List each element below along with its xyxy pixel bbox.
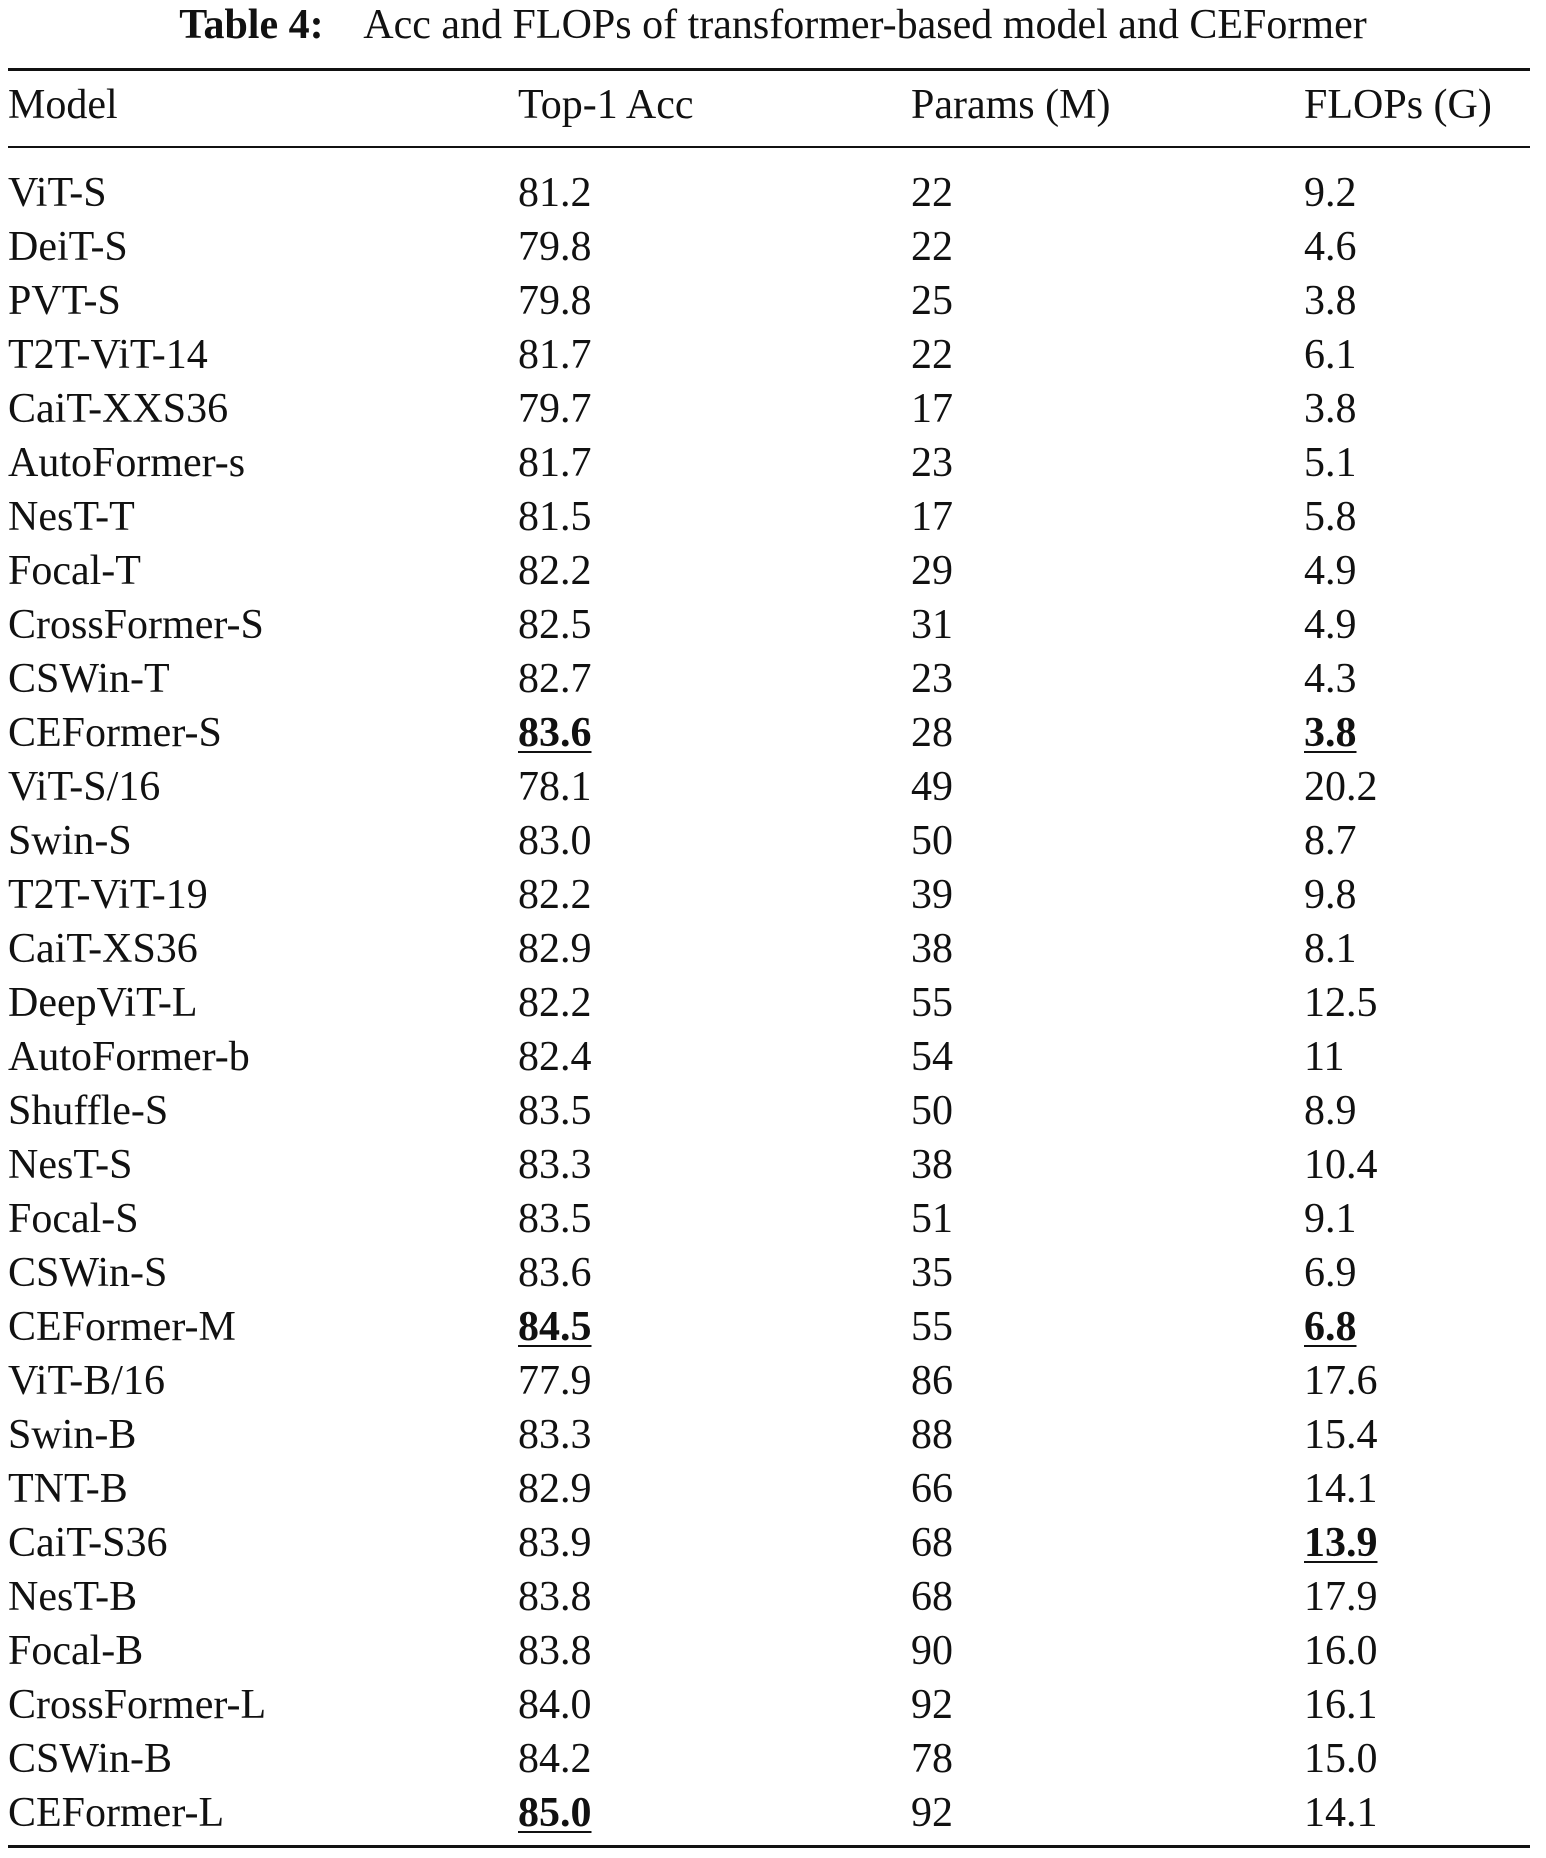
params-cell: 92 [911,1790,953,1836]
table-row [8,814,1530,868]
flops-cell [1304,1300,1530,1354]
best-value: 85.0 [518,1790,592,1836]
model-cell: ViT-S/16 [8,764,161,810]
top1-acc-cell: 83.5 [518,1196,592,1242]
params-cell: 28 [911,710,953,756]
flops-cell: 3.8 [1304,386,1357,432]
flops-cell: 4.3 [1304,656,1357,702]
model-cell: AutoFormer-b [8,1034,250,1080]
model-cell: CSWin-T [8,656,170,702]
flops-cell: 9.8 [1304,872,1357,918]
table-row [8,1786,1530,1840]
params-cell: 66 [911,1466,953,1512]
model-cell: CaiT-XS36 [8,926,198,972]
table-row [8,1678,1530,1732]
top-rule [8,68,1530,71]
model-cell: CSWin-S [8,1250,168,1296]
flops-cell: 6.9 [1304,1250,1357,1296]
model-cell: AutoFormer-s [8,440,246,486]
params-cell: 54 [911,1034,953,1080]
table-row [8,544,1530,598]
model-cell: T2T-ViT-19 [8,872,208,918]
flops-cell: 5.8 [1304,494,1357,540]
params-cell: 23 [911,440,953,486]
top1-acc-cell: 77.9 [518,1358,592,1404]
model-cell: ViT-S [8,170,107,216]
model-cell: CrossFormer-S [8,602,264,648]
params-cell: 92 [911,1682,953,1728]
top1-acc-cell: 82.2 [518,548,592,594]
table-row [8,760,1530,814]
table-header [8,74,1530,136]
model-cell: ViT-B/16 [8,1358,165,1404]
model-cell: Swin-B [8,1412,137,1458]
model-cell: CEFormer-L [8,1790,225,1836]
top1-acc-cell: 79.8 [518,224,592,270]
flops-cell: 17.9 [1304,1574,1378,1620]
flops-cell: 8.7 [1304,818,1357,864]
top1-acc-cell: 84.2 [518,1736,592,1782]
top1-acc-cell [518,1300,911,1354]
table-row [8,1300,1530,1354]
top1-acc-cell: 81.7 [518,440,592,486]
flops-cell: 14.1 [1304,1790,1378,1836]
params-cell: 25 [911,278,953,324]
params-cell: 29 [911,548,953,594]
model-cell: Focal-S [8,1196,139,1242]
table-row [8,1030,1530,1084]
flops-cell: 20.2 [1304,764,1378,810]
params-cell: 39 [911,872,953,918]
flops-cell: 15.0 [1304,1736,1378,1782]
model-cell: NesT-B [8,1574,138,1620]
flops-cell: 16.1 [1304,1682,1378,1728]
flops-cell: 16.0 [1304,1628,1378,1674]
top1-acc-cell: 82.5 [518,602,592,648]
model-cell: CSWin-B [8,1736,173,1782]
model-cell: CEFormer-S [8,710,222,756]
column-header-model: Model [8,82,118,128]
params-cell: 35 [911,1250,953,1296]
top1-acc-cell: 84.0 [518,1682,592,1728]
flops-cell [1304,1516,1530,1570]
table-caption [0,0,1546,50]
flops-cell: 4.9 [1304,602,1357,648]
header-rule [8,146,1530,148]
table-caption-spacer [334,2,355,48]
table-row [8,1192,1530,1246]
params-cell: 38 [911,926,953,972]
column-header-flops: FLOPs (G) [1304,82,1492,128]
table-row [8,1516,1530,1570]
params-cell: 51 [911,1196,953,1242]
model-cell: PVT-S [8,278,121,324]
table-row [8,1408,1530,1462]
top1-acc-cell: 83.9 [518,1520,592,1566]
table-row [8,598,1530,652]
top1-acc-cell: 83.5 [518,1088,592,1134]
model-cell: Focal-B [8,1628,144,1674]
top1-acc-cell: 83.0 [518,818,592,864]
flops-cell: 4.6 [1304,224,1357,270]
top1-acc-cell: 82.2 [518,872,592,918]
best-value: 84.5 [518,1304,592,1350]
column-header-params: Params (M) [911,82,1111,128]
table-row [8,1354,1530,1408]
params-cell: 49 [911,764,953,810]
top1-acc-cell: 79.7 [518,386,592,432]
params-cell: 22 [911,224,953,270]
params-cell: 88 [911,1412,953,1458]
flops-cell: 4.9 [1304,548,1357,594]
top1-acc-cell: 78.1 [518,764,592,810]
params-cell: 68 [911,1574,953,1620]
table-row [8,490,1530,544]
params-cell: 17 [911,386,953,432]
flops-cell: 6.1 [1304,332,1357,378]
model-cell: NesT-T [8,494,135,540]
top1-acc-cell: 83.3 [518,1412,592,1458]
flops-cell: 8.1 [1304,926,1357,972]
params-cell: 22 [911,170,953,216]
top1-acc-cell: 79.8 [518,278,592,324]
table-row [8,274,1530,328]
top1-acc-cell: 81.7 [518,332,592,378]
flops-cell: 15.4 [1304,1412,1378,1458]
params-cell: 55 [911,980,953,1026]
table-caption-text: Acc and FLOPs of transformer-based model and CEFormer [363,2,1367,48]
top1-acc-cell: 82.4 [518,1034,592,1080]
flops-cell: 14.1 [1304,1466,1378,1512]
model-cell: CrossFormer-L [8,1682,267,1728]
params-cell: 68 [911,1520,953,1566]
top1-acc-cell: 83.3 [518,1142,592,1188]
model-cell: T2T-ViT-14 [8,332,208,378]
top1-acc-cell: 83.8 [518,1628,592,1674]
table-row [8,868,1530,922]
flops-cell: 17.6 [1304,1358,1378,1404]
params-cell: 78 [911,1736,953,1782]
table-row [8,652,1530,706]
model-cell: CaiT-XXS36 [8,386,229,432]
params-cell: 50 [911,1088,953,1134]
bottom-rule [8,1845,1530,1848]
table-row [8,1732,1530,1786]
flops-cell: 9.2 [1304,170,1357,216]
top1-acc-cell: 82.9 [518,926,592,972]
flops-cell: 3.8 [1304,278,1357,324]
top1-acc-cell [518,1786,911,1840]
model-cell: Shuffle-S [8,1088,169,1134]
table-row [8,706,1530,760]
params-cell: 38 [911,1142,953,1188]
params-cell: 90 [911,1628,953,1674]
best-value: 3.8 [1304,710,1357,756]
table-row [8,922,1530,976]
top1-acc-cell: 82.7 [518,656,592,702]
model-cell: CaiT-S36 [8,1520,168,1566]
top1-acc-cell: 83.6 [518,1250,592,1296]
top1-acc-cell: 82.2 [518,980,592,1026]
flops-cell [1304,706,1530,760]
flops-cell: 5.1 [1304,440,1357,486]
model-cell: TNT-B [8,1466,128,1512]
params-cell: 17 [911,494,953,540]
table-row [8,328,1530,382]
table-row [8,976,1530,1030]
table-row [8,1570,1530,1624]
table-row [8,1246,1530,1300]
top1-acc-cell: 81.2 [518,170,592,216]
top1-acc-cell: 82.9 [518,1466,592,1512]
model-cell: NesT-S [8,1142,133,1188]
top1-acc-cell [518,706,911,760]
table-row [8,1138,1530,1192]
table-row [8,166,1530,220]
params-cell: 86 [911,1358,953,1404]
flops-cell: 12.5 [1304,980,1378,1026]
results-table [8,166,1530,1840]
model-cell: DeepViT-L [8,980,198,1026]
model-cell: Focal-T [8,548,141,594]
table-row [8,436,1530,490]
table-row [8,382,1530,436]
table-caption-label: Table 4: [179,2,324,48]
table-row [8,220,1530,274]
table-row [8,1624,1530,1678]
params-cell: 22 [911,332,953,378]
params-cell: 23 [911,656,953,702]
header-row [8,74,1530,136]
flops-cell: 8.9 [1304,1088,1357,1134]
model-cell: CEFormer-M [8,1304,236,1350]
top1-acc-cell: 83.8 [518,1574,592,1620]
best-value: 6.8 [1304,1304,1357,1350]
top1-acc-cell: 81.5 [518,494,592,540]
table-body [8,166,1530,1840]
params-cell: 31 [911,602,953,648]
table-row [8,1084,1530,1138]
flops-cell: 9.1 [1304,1196,1357,1242]
best-value: 13.9 [1304,1520,1378,1566]
flops-cell: 11 [1304,1034,1345,1080]
params-cell: 55 [911,1304,953,1350]
params-cell: 50 [911,818,953,864]
column-header-top1-acc: Top-1 Acc [518,82,694,128]
table-row [8,1462,1530,1516]
model-cell: Swin-S [8,818,132,864]
best-value: 83.6 [518,710,592,756]
flops-cell: 10.4 [1304,1142,1378,1188]
model-cell: DeiT-S [8,224,128,270]
